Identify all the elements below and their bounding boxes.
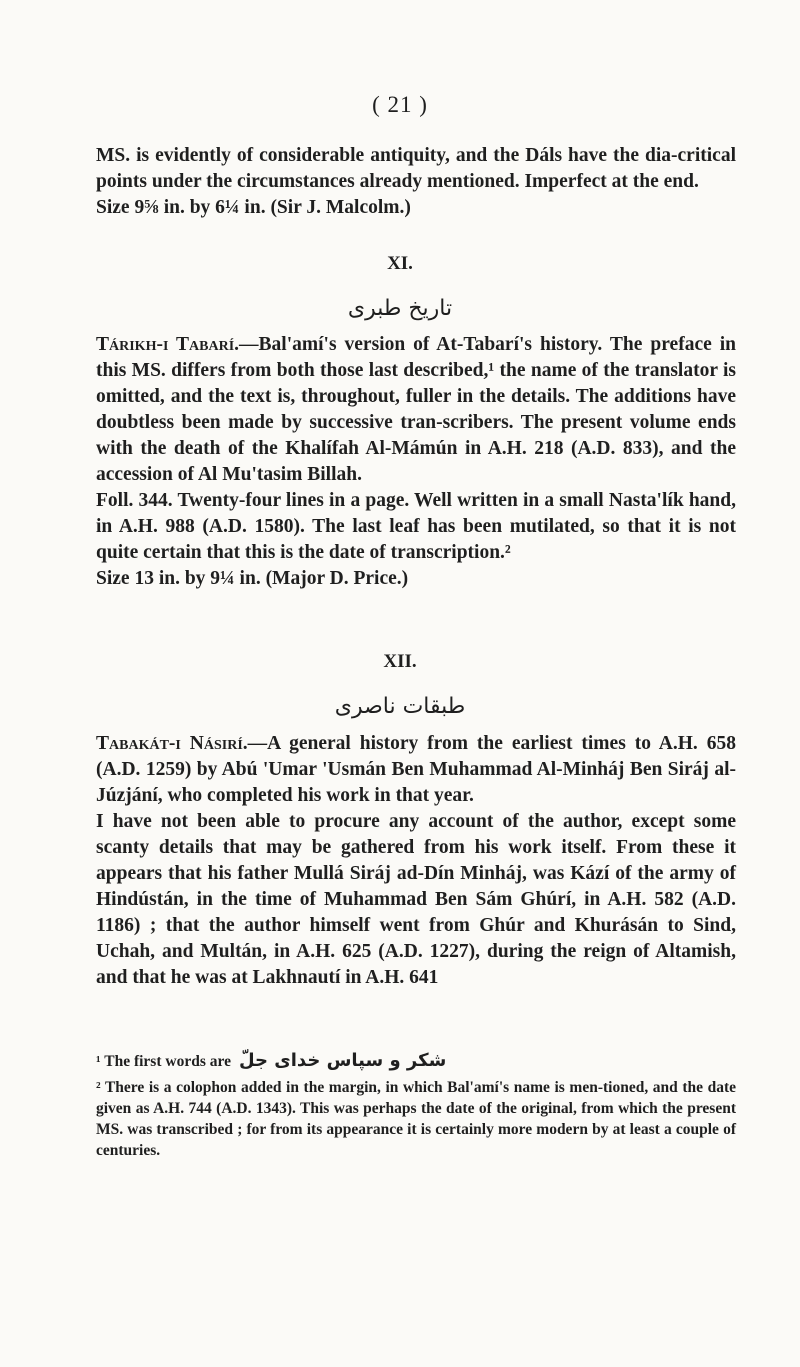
section-xii-description: —A general history from the earliest times to A.H. 658 (A.D. 1259) by Abú 'Umar 'Usmán Ben Muhammad Al-Minháj Ben Siráj al-Júzjání, who completed his work in that year. bbox=[96, 733, 736, 806]
section-xi-text bbox=[96, 332, 736, 488]
section-xi-title: Tárikh-i Tabarí. bbox=[96, 334, 240, 355]
section-xii-title: Tabakát-i Násirí. bbox=[96, 733, 248, 754]
section-xii-paragraph-2: I have not been able to procure any account of the author, except some scanty details that may be gathered from his work itself. From these it appears that his father Mullá Siráj ad-Dín Minháj, was Kází of the army of Hindústán, in the time of Muhammad Ben Sám Ghúrí, in A.H. 582 (A.D. 1186) ; that the author himself went from Ghúr and Khurásán to Sind, Uchah, and Multán, in A.H. 625 (A.D. 1227), during the reign of Altamish, and that he was at Lakhnautí in A.H. 641 bbox=[96, 811, 736, 988]
intro-text: MS. is evidently of considerable antiquity, and the Dáls have the dia-critical points under the circumstances already mentioned. Imperfect at the end. bbox=[96, 145, 736, 192]
section-xi-description: —Bal'amí's version of At-Tabarí's history. The preface in this MS. differs from both those last described,¹ the name of the translator is omitted, and the text is, throughout, fuller in the details. The additions have doubtless been made by successive tran-scribers. The present volume ends with the death of the Khalífah Al-Mámún in A.H. 218 (A.D. 833), and the accession of Al Mu'tasim Billah. bbox=[96, 334, 737, 485]
intro-size-text: Size 9⅝ in. by 6¼ in. (Sir J. Malcolm.) bbox=[96, 197, 411, 218]
section-xii-body bbox=[96, 731, 736, 991]
footnote-1-arabic: شکر و سپاس خدای جلّ bbox=[238, 1050, 447, 1071]
intro-size bbox=[96, 195, 736, 221]
footnote-1 bbox=[96, 1050, 736, 1072]
page-number: ( 21 ) bbox=[372, 92, 428, 117]
section-xi-arabic-title: تاریخ طبری bbox=[347, 296, 453, 321]
section-xi-size: Size 13 in. by 9¼ in. (Major D. Price.) bbox=[96, 568, 409, 589]
section-xi-heading: XI. bbox=[387, 253, 413, 274]
section-xi-folio: Foll. 344. Twenty-four lines in a page. Well written in a small Nasta'lík hand, in A.H. 988 (A.D. 1580). The last leaf has been mutilated, so that it is not quite certain that this is the date of transcription.² bbox=[96, 490, 736, 563]
paragraph-intro bbox=[96, 143, 736, 221]
footnote-1-label: ¹ The first words are bbox=[96, 1053, 231, 1070]
section-xii-text bbox=[96, 731, 736, 809]
footnote-2: ² There is a colophon added in the margin, in which Bal'amí's name is men-tioned, and the date given as A.H. 744 (A.D. 1343). This was perhaps the date of the original, from which the present MS. was transcribed ; for from its appearance it is certainly more modern by at least a couple of centuries. bbox=[96, 1079, 736, 1159]
section-xi-body bbox=[96, 332, 736, 592]
section-xii-heading: XII. bbox=[383, 651, 417, 672]
section-xii-arabic-title: طبقات ناصری bbox=[334, 694, 466, 719]
